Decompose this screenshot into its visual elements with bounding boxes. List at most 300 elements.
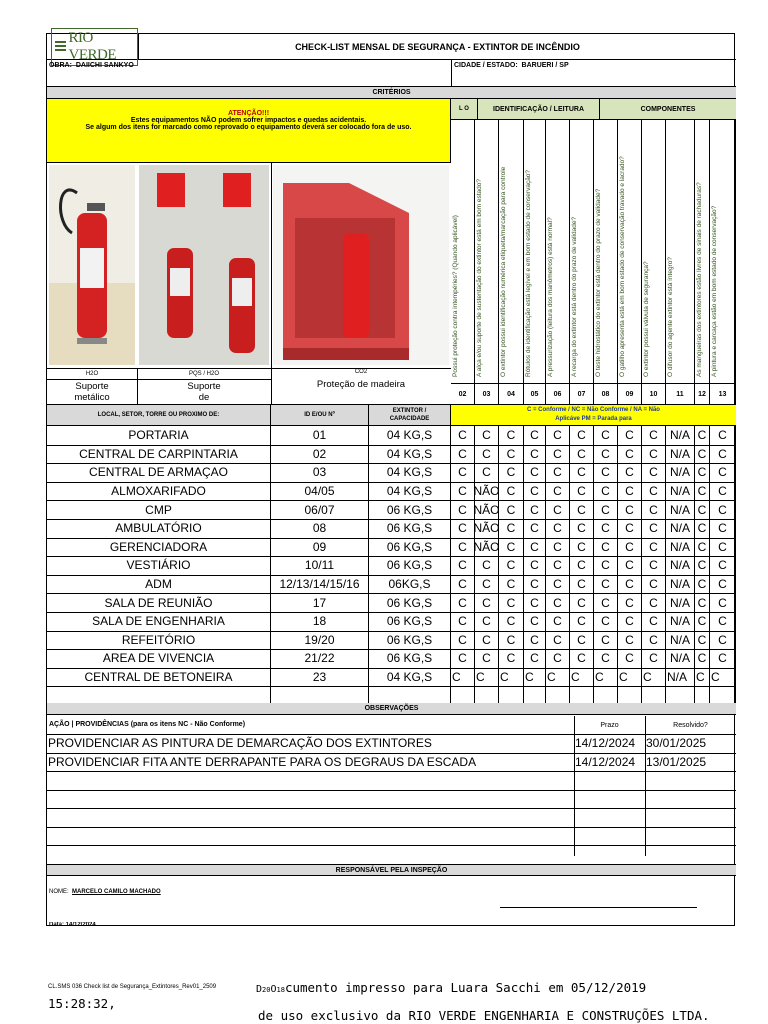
checklist-mark[interactable]: C <box>499 445 524 464</box>
empty-cell <box>451 686 475 703</box>
checklist-mark[interactable]: C <box>524 482 546 501</box>
extinguisher-images <box>47 162 451 368</box>
resolvido-header: Resolvido? <box>673 721 708 729</box>
checklist-mark[interactable]: C <box>546 463 570 482</box>
obs-resolvido[interactable]: 13/01/2025 <box>646 754 707 769</box>
obs-divider <box>47 808 736 809</box>
checklist-mark[interactable]: N/A <box>666 426 695 445</box>
image-label-h2o: H2O <box>85 371 99 377</box>
checklist-mark[interactable]: C <box>475 426 499 445</box>
checklist-mark[interactable]: C <box>710 482 736 501</box>
checklist-mark[interactable]: C <box>710 668 736 687</box>
responsavel-header: RESPONSÁVEL PELA INSPEÇÃO <box>47 864 736 876</box>
group-componentes: COMPONENTES <box>600 99 736 120</box>
checklist-mark[interactable]: C <box>499 649 524 668</box>
row-id: 19/20 <box>271 631 369 650</box>
checklist-mark[interactable]: C <box>570 500 594 519</box>
checklist-mark[interactable]: C <box>695 575 710 594</box>
checklist-mark[interactable]: C <box>642 445 666 464</box>
checklist-mark[interactable]: C <box>570 575 594 594</box>
checklist-mark[interactable]: C <box>695 538 710 557</box>
obs-resolvido[interactable]: 30/01/2025 <box>646 736 707 750</box>
empty-cell <box>475 686 499 703</box>
checklist-mark[interactable]: C <box>594 668 618 687</box>
criteria-text-cell <box>642 120 666 383</box>
criteria-number: 11 <box>666 383 695 404</box>
checklist-mark[interactable]: C <box>695 612 710 631</box>
criteria-number: 09 <box>618 383 642 404</box>
row-capacidade: 06 KG,S <box>369 500 451 519</box>
image-sub-1: Suporte metálico <box>74 381 110 403</box>
criteria-number: 02 <box>451 383 475 404</box>
checklist-mark[interactable]: C <box>499 426 524 445</box>
checklist-mark[interactable]: C <box>570 463 594 482</box>
checklist-mark[interactable]: NÃO <box>475 538 499 557</box>
checklist-mark[interactable]: C <box>570 556 594 575</box>
row-capacidade: 06KG,S <box>369 575 451 594</box>
row-capacidade: 06 KG,S <box>369 519 451 538</box>
checklist-mark[interactable]: C <box>499 631 524 650</box>
checklist-mark[interactable]: C <box>642 631 666 650</box>
empty-cell <box>546 686 570 703</box>
criteria-text-cell <box>666 120 695 383</box>
row-local: VESTIÁRIO <box>47 556 271 575</box>
checklist-mark[interactable]: C <box>451 519 475 538</box>
empty-cell <box>499 686 524 703</box>
checklist-mark[interactable]: C <box>695 482 710 501</box>
checklist-mark[interactable]: C <box>695 426 710 445</box>
checklist-mark[interactable]: C <box>546 593 570 612</box>
criteria-number: 10 <box>642 383 666 404</box>
checklist-mark[interactable]: C <box>524 631 546 650</box>
checklist-mark[interactable]: C <box>451 500 475 519</box>
checklist-mark[interactable]: C <box>618 631 642 650</box>
checklist-mark[interactable]: N/A <box>666 556 695 575</box>
row-id: 06/07 <box>271 500 369 519</box>
checklist-mark[interactable]: C <box>570 649 594 668</box>
footer-line1: D20O18cumento impresso para Luara Sacchi em 05/12/2019 <box>256 980 647 995</box>
row-capacidade: 04 KG,S <box>369 668 451 687</box>
checklist-sheet <box>46 29 735 926</box>
checklist-mark[interactable]: C <box>618 593 642 612</box>
checklist-mark[interactable]: C <box>618 612 642 631</box>
checklist-mark[interactable]: C <box>642 575 666 594</box>
checklist-mark[interactable]: C <box>524 463 546 482</box>
empty-cell <box>666 686 695 703</box>
checklist-mark[interactable]: NÃO <box>475 482 499 501</box>
row-capacidade: 04 KG,S <box>369 463 451 482</box>
row-local: SALA DE ENGENHARIA <box>47 612 271 631</box>
checklist-mark[interactable]: N/A <box>666 593 695 612</box>
empty-cell <box>710 686 736 703</box>
checklist-mark[interactable]: N/A <box>666 445 695 464</box>
signature-line <box>500 907 697 908</box>
responsavel-nome: NOME: MARCELO CAMILO MACHADO <box>49 889 161 895</box>
row-capacidade: 06 KG,S <box>369 556 451 575</box>
empty-cell <box>271 686 369 703</box>
checklist-mark[interactable]: C <box>695 519 710 538</box>
checklist-mark[interactable]: C <box>618 668 642 687</box>
row-local: SALA DE REUNIÃO <box>47 593 271 612</box>
checklist-mark[interactable]: C <box>594 556 618 575</box>
checklist-mark[interactable]: C <box>710 426 736 445</box>
group-identificacao: IDENTIFICAÇÃO / LEITURA <box>478 99 600 120</box>
checklist-mark[interactable]: N/A <box>666 519 695 538</box>
row-id: 18 <box>271 612 369 631</box>
prazo-header: Prazo <box>600 721 619 729</box>
criteria-text: A pressurização (leitura dos manômetros) está normal? <box>547 217 554 377</box>
criteria-number: 05 <box>524 383 546 404</box>
criteria-text-cell <box>451 120 475 383</box>
checklist-mark[interactable]: C <box>642 668 666 687</box>
checklist-mark[interactable]: C <box>618 445 642 464</box>
row-capacidade: 04 KG,S <box>369 426 451 445</box>
image-label-pqs: PQS / H2O <box>188 371 219 377</box>
criteria-text-cell <box>594 120 618 383</box>
checklist-mark[interactable]: C <box>594 519 618 538</box>
checklist-mark[interactable]: C <box>710 556 736 575</box>
group-lo: L O <box>451 99 478 120</box>
obs-prazo[interactable]: 14/12/2024 <box>575 754 636 769</box>
checklist-mark[interactable]: N/A <box>666 612 695 631</box>
row-capacidade: 04 KG,S <box>369 482 451 501</box>
row-id: 01 <box>271 426 369 445</box>
checklist-mark[interactable]: C <box>546 482 570 501</box>
footer-line2: de uso exclusivo da RIO VERDE ENGENHARIA E CONSTRUÇÕES LTDA. <box>258 1008 710 1023</box>
row-local: PORTARIA <box>47 426 271 445</box>
criterios-header: CRITÉRIOS <box>47 87 736 99</box>
criteria-text-cell <box>695 120 710 383</box>
data-field: Data: 14/12/2024 <box>49 922 96 926</box>
checklist-mark[interactable]: C <box>642 426 666 445</box>
row-id: 23 <box>271 668 369 687</box>
checklist-mark[interactable]: C <box>570 445 594 464</box>
checklist-mark[interactable]: C <box>594 575 618 594</box>
checklist-mark[interactable]: N/A <box>666 463 695 482</box>
checklist-mark[interactable]: C <box>642 463 666 482</box>
checklist-mark[interactable]: C <box>642 519 666 538</box>
obs-divider <box>47 753 736 754</box>
row-id: 08 <box>271 519 369 538</box>
checklist-mark[interactable]: C <box>570 519 594 538</box>
checklist-mark[interactable]: C <box>451 463 475 482</box>
checklist-mark[interactable]: C <box>475 668 499 687</box>
checklist-mark[interactable]: C <box>475 556 499 575</box>
checklist-mark[interactable]: C <box>695 649 710 668</box>
checklist-mark[interactable]: C <box>546 631 570 650</box>
checklist-mark[interactable]: C <box>451 482 475 501</box>
checklist-mark[interactable]: C <box>475 612 499 631</box>
checklist-mark[interactable]: C <box>618 556 642 575</box>
row-local: ADM <box>47 575 271 594</box>
checklist-mark[interactable]: C <box>546 668 570 687</box>
row-capacidade: 06 KG,S <box>369 593 451 612</box>
checklist-mark[interactable]: C <box>499 519 524 538</box>
checklist-mark[interactable]: C <box>451 612 475 631</box>
acao-header: AÇÃO | PROVIDÊNCIAS (para os itens NC - Não Conforme) <box>49 721 246 728</box>
checklist-mark[interactable]: C <box>499 575 524 594</box>
checklist-mark[interactable]: C <box>524 575 546 594</box>
checklist-mark[interactable]: N/A <box>666 649 695 668</box>
checklist-mark[interactable]: C <box>546 500 570 519</box>
checklist-mark[interactable]: C <box>710 445 736 464</box>
row-capacidade: 06 KG,S <box>369 612 451 631</box>
criteria-text-cell <box>546 120 570 383</box>
checklist-mark[interactable]: C <box>618 426 642 445</box>
empty-cell <box>618 686 642 703</box>
checklist-mark[interactable]: N/A <box>666 631 695 650</box>
checklist-mark[interactable]: C <box>710 463 736 482</box>
checklist-mark[interactable]: C <box>710 631 736 650</box>
checklist-mark[interactable]: C <box>524 649 546 668</box>
checklist-mark[interactable]: C <box>546 556 570 575</box>
image-sub-2: Suporte de <box>187 381 221 403</box>
checklist-mark[interactable]: NÃO <box>475 519 499 538</box>
checklist-mark[interactable]: C <box>475 445 499 464</box>
criteria-text: A alça e/ou suporte de sustentação do extintor está em bom estado? <box>476 178 483 377</box>
checklist-mark[interactable]: C <box>642 500 666 519</box>
col-header-extintor: EXTINTOR / CAPACIDADE <box>369 405 451 425</box>
obs-divider <box>47 845 736 846</box>
checklist-mark[interactable]: C <box>475 649 499 668</box>
row-local: AREA DE VIVENCIA <box>47 649 271 668</box>
empty-cell <box>642 686 666 703</box>
row-id: 12/13/14/15/16 <box>271 575 369 594</box>
footer-time: 15:28:32, <box>48 996 116 1011</box>
criteria-text-cell <box>618 120 642 383</box>
col-header-id: ID E/OU Nº <box>271 405 369 425</box>
checklist-mark[interactable]: C <box>618 519 642 538</box>
checklist-mark[interactable]: C <box>451 538 475 557</box>
checklist-mark[interactable]: C <box>546 426 570 445</box>
checklist-mark[interactable]: C <box>524 426 546 445</box>
attention-box: ATENÇÃO!!! Estes equipamentos NÃO podem sofrer impactos e quedas acidentais. Se algum dos itens for marcado como reprovado o equipamento deverá ser colocado fora de uso. <box>47 99 451 162</box>
checklist-mark[interactable]: C <box>618 500 642 519</box>
checklist-mark[interactable]: C <box>499 612 524 631</box>
checklist-mark[interactable]: C <box>695 668 710 687</box>
checklist-mark[interactable]: C <box>475 463 499 482</box>
checklist-mark[interactable]: C <box>524 593 546 612</box>
criteria-number: 08 <box>594 383 618 404</box>
criteria-text: O extintor possui válvula de segurança? <box>643 261 650 377</box>
checklist-mark[interactable]: C <box>570 593 594 612</box>
criteria-text-cell <box>475 120 499 383</box>
checklist-mark[interactable]: C <box>499 482 524 501</box>
checklist-mark[interactable]: C <box>451 575 475 594</box>
checklist-mark[interactable]: C <box>546 649 570 668</box>
checklist-mark[interactable]: C <box>499 556 524 575</box>
checklist-mark[interactable]: C <box>594 463 618 482</box>
criteria-number: 13 <box>710 383 736 404</box>
row-local: CMP <box>47 500 271 519</box>
checklist-mark[interactable]: C <box>594 649 618 668</box>
checklist-mark[interactable]: C <box>451 445 475 464</box>
row-local: GERENCIADORA <box>47 538 271 557</box>
criteria-text: Possui proteção contra intempéries? (Quando aplicável) <box>452 215 459 377</box>
checklist-mark[interactable]: C <box>594 500 618 519</box>
empty-cell <box>594 686 618 703</box>
checklist-mark[interactable]: C <box>594 631 618 650</box>
checklist-mark[interactable]: C <box>710 593 736 612</box>
checklist-mark[interactable]: C <box>451 556 475 575</box>
checklist-mark[interactable]: C <box>451 426 475 445</box>
checklist-mark[interactable]: C <box>570 612 594 631</box>
criteria-text-cell <box>570 120 594 383</box>
checklist-mark[interactable]: C <box>451 649 475 668</box>
checklist-mark[interactable]: C <box>524 445 546 464</box>
checklist-mark[interactable]: C <box>570 631 594 650</box>
checklist-mark[interactable]: N/A <box>666 482 695 501</box>
checklist-mark[interactable]: C <box>710 649 736 668</box>
row-local: CENTRAL DE CARPINTARIA <box>47 445 271 464</box>
checklist-mark[interactable]: C <box>475 593 499 612</box>
checklist-mark[interactable]: C <box>570 482 594 501</box>
checklist-mark[interactable]: C <box>594 612 618 631</box>
checklist-mark[interactable]: C <box>710 538 736 557</box>
empty-cell <box>369 686 451 703</box>
checklist-mark[interactable]: C <box>594 445 618 464</box>
checklist-mark[interactable]: C <box>594 482 618 501</box>
checklist-mark[interactable]: C <box>546 445 570 464</box>
checklist-mark[interactable]: C <box>642 612 666 631</box>
obs-action-text[interactable]: PROVIDENCIAR AS PINTURA DE DEMARCAÇÃO DOS EXTINTORES <box>48 736 432 750</box>
row-id: 09 <box>271 538 369 557</box>
checklist-mark[interactable]: NÃO <box>475 500 499 519</box>
checklist-mark[interactable]: C <box>642 649 666 668</box>
checklist-mark[interactable]: C <box>618 463 642 482</box>
extinguisher-photos <box>47 163 451 369</box>
checklist-mark[interactable]: C <box>570 538 594 557</box>
empty-cell <box>47 686 271 703</box>
checklist-mark[interactable]: C <box>618 649 642 668</box>
checklist-mark[interactable]: C <box>695 593 710 612</box>
checklist-mark[interactable]: C <box>642 538 666 557</box>
checklist-mark[interactable]: C <box>499 668 524 687</box>
checklist-mark[interactable]: C <box>499 463 524 482</box>
checklist-mark[interactable]: C <box>710 519 736 538</box>
row-capacidade: 06 KG,S <box>369 538 451 557</box>
criteria-text-cell <box>710 120 736 383</box>
checklist-mark[interactable]: C <box>594 538 618 557</box>
row-id: 17 <box>271 593 369 612</box>
checklist-mark[interactable]: C <box>642 482 666 501</box>
checklist-mark[interactable]: C <box>642 556 666 575</box>
checklist-mark[interactable]: C <box>524 538 546 557</box>
criteria-text: O gatilho apresenta está em bom estado de conservação travado e lacrado? <box>619 156 626 377</box>
checklist-mark[interactable]: C <box>524 556 546 575</box>
criteria-text-cell <box>499 120 524 383</box>
criteria-number: 07 <box>570 383 594 404</box>
checklist-mark[interactable]: N/A <box>666 538 695 557</box>
checklist-mark[interactable]: C <box>499 593 524 612</box>
checklist-mark[interactable]: C <box>710 575 736 594</box>
row-id: 21/22 <box>271 649 369 668</box>
checklist-mark[interactable]: C <box>499 500 524 519</box>
row-local: REFEITÓRIO <box>47 631 271 650</box>
checklist-mark[interactable]: C <box>546 612 570 631</box>
checklist-mark[interactable]: C <box>695 445 710 464</box>
row-capacidade: 06 KG,S <box>369 649 451 668</box>
checklist-mark[interactable]: C <box>475 575 499 594</box>
obs-prazo[interactable]: 14/12/2024 <box>575 736 636 750</box>
row-local: CENTRAL DE ARMAÇAO <box>47 463 271 482</box>
checklist-mark[interactable]: N/A <box>666 668 695 687</box>
criteria-text: A recarga do extintor está dentro do prazo de validade? <box>571 216 578 377</box>
criteria-number: 04 <box>499 383 524 404</box>
criteria-text: O difusor do agente extintor está íntegro? <box>667 257 674 377</box>
observacoes-header: OBSERVAÇÕES <box>47 703 736 715</box>
empty-cell <box>570 686 594 703</box>
logo-text: RIO VERDE <box>68 29 116 63</box>
checklist-mark[interactable]: C <box>710 612 736 631</box>
legend: C = Conforme / NC = Não Conforme / NA = Não Aplicáve PM = Parada para <box>451 405 736 425</box>
cidade-field: CIDADE / ESTADO: BARUERI / SP <box>454 62 569 69</box>
checklist-mark[interactable]: C <box>499 538 524 557</box>
obs-divider <box>47 790 736 791</box>
checklist-mark[interactable]: N/A <box>666 500 695 519</box>
col-header-local: LOCAL, SETOR, TORRE OU PROXIMO DE: <box>47 405 271 425</box>
checklist-mark[interactable]: C <box>642 593 666 612</box>
checklist-mark[interactable]: N/A <box>666 575 695 594</box>
checklist-mark[interactable]: C <box>570 426 594 445</box>
checklist-mark[interactable]: C <box>451 668 475 687</box>
checklist-mark[interactable]: C <box>618 482 642 501</box>
empty-cell <box>695 686 710 703</box>
criteria-number: 12 <box>695 383 710 404</box>
row-local: ALMOXARIFADO <box>47 482 271 501</box>
checklist-mark[interactable]: C <box>524 500 546 519</box>
image-label-co2: CO2 <box>354 369 368 375</box>
checklist-mark[interactable]: C <box>618 538 642 557</box>
doc-code: CL.SMS 036 Check list de Segurança_Extintores_Rev01_2509 <box>48 984 217 990</box>
checklist-mark[interactable]: C <box>451 631 475 650</box>
checklist-mark[interactable]: C <box>710 500 736 519</box>
empty-cell <box>524 686 546 703</box>
checklist-mark[interactable]: C <box>695 500 710 519</box>
checklist-mark[interactable]: C <box>695 463 710 482</box>
checklist-mark[interactable]: C <box>524 612 546 631</box>
checklist-mark[interactable]: C <box>546 519 570 538</box>
obs-divider <box>47 734 736 735</box>
checklist-mark[interactable]: C <box>570 668 594 687</box>
row-local: CENTRAL DE BETONEIRA <box>47 668 271 687</box>
criteria-text: As mangueiras dos extintores estão livres de sinais de rachaduras? <box>696 182 703 377</box>
obs-action-text[interactable]: PROVIDENCIAR FITA ANTE DERRAPANTE PARA OS DEGRAUS DA ESCADA <box>48 754 477 769</box>
criteria-number: 03 <box>475 383 499 404</box>
checklist-mark[interactable]: C <box>594 593 618 612</box>
checklist-mark[interactable]: C <box>524 519 546 538</box>
obs-divider <box>47 771 736 772</box>
page-title: CHECK-LIST MENSAL DE SEGURANÇA - EXTINTOR DE INCÊNDIO <box>139 34 736 60</box>
row-capacidade: 04 KG,S <box>369 445 451 464</box>
criteria-text-cell <box>524 120 546 383</box>
row-id: 04/05 <box>271 482 369 501</box>
checklist-mark[interactable]: C <box>618 575 642 594</box>
criteria-number: 06 <box>546 383 570 404</box>
checklist-mark[interactable]: C <box>695 556 710 575</box>
checklist-mark[interactable]: C <box>524 668 546 687</box>
checklist-mark[interactable]: C <box>451 593 475 612</box>
checklist-mark[interactable]: C <box>594 426 618 445</box>
checklist-mark[interactable]: C <box>695 631 710 650</box>
logo-mark-icon <box>55 40 66 54</box>
criteria-text: O extintor possui identificação numérica etiqueta/marcação para controle <box>500 166 507 377</box>
row-capacidade: 06 KG,S <box>369 631 451 650</box>
checklist-mark[interactable]: C <box>546 538 570 557</box>
criteria-text: Rótulos de identificação está legível e em bom estado de conservação? <box>525 169 532 377</box>
checklist-mark[interactable]: C <box>546 575 570 594</box>
checklist-mark[interactable]: C <box>475 631 499 650</box>
